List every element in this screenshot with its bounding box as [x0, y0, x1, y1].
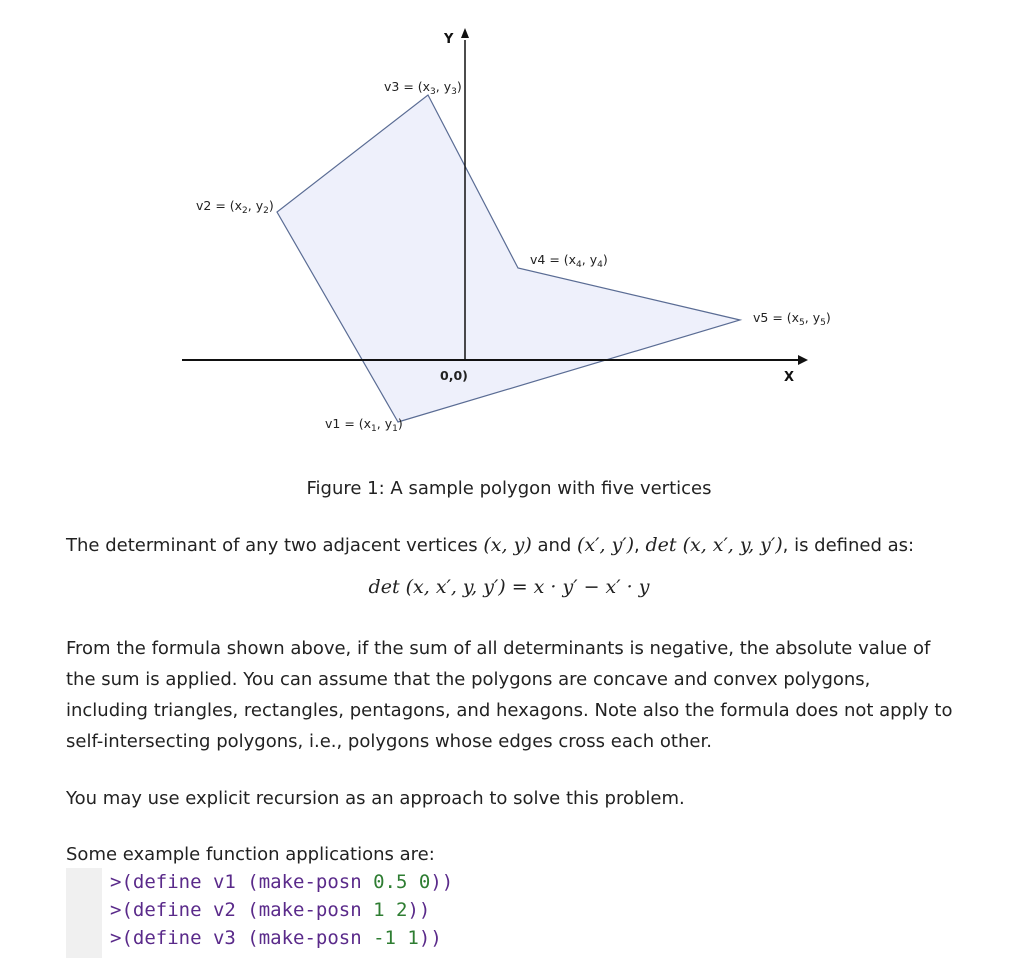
- y-axis-label: Y: [444, 32, 454, 47]
- origin-label: 0,0): [440, 368, 468, 383]
- det-intro-after: , is defined as:: [782, 535, 915, 556]
- code-lines: [110, 868, 453, 952]
- polygon-shape: [277, 95, 740, 422]
- vertex-label-v3: $v3 = (x_3$, $y_3$): [384, 79, 462, 97]
- code-line-1: >(define v1 (make-posn 0.5 0)): [110, 871, 454, 893]
- formula-text: det (x, x′, y, y′) = x · y′ − x′ · y: [368, 576, 650, 598]
- det-intro-comma: ,: [634, 535, 646, 556]
- det-intro-and: and: [531, 535, 578, 556]
- y-axis-arrow-icon: [461, 28, 469, 38]
- code-line-3: >(define v3 (make-posn -1 1)): [110, 927, 442, 949]
- vertex-label-v2: $v2 = (x_2$, $y_2$): [196, 198, 274, 216]
- figure-caption: Figure 1: A sample polygon with five vertices: [306, 478, 712, 499]
- vertex-label-v1: $v1 = (x_1$, $y_1$): [325, 416, 403, 434]
- code-gutter: [66, 868, 102, 958]
- x-axis-label: X: [784, 370, 795, 385]
- det-intro-paragraph: [66, 530, 956, 561]
- x-axis-arrow-icon: [798, 355, 808, 365]
- polygon-figure: [0, 0, 1024, 470]
- determinant-formula: [0, 576, 1018, 598]
- vertex-label-v5: $v5 = (x_5$, $y_5$): [753, 310, 831, 328]
- math-det-expr: det (x, x′, y, y′): [645, 534, 783, 556]
- code-line-2: >(define v2 (make-posn 1 2)): [110, 899, 431, 921]
- math-vertex-1: (x, y): [483, 534, 532, 556]
- code-block: [66, 868, 956, 958]
- recursion-paragraph: You may use explicit recursion as an approach to solve this problem.: [66, 788, 685, 809]
- examples-intro: Some example function applications are:: [66, 844, 435, 865]
- det-intro-text: The determinant of any two adjacent vertices: [66, 535, 484, 556]
- vertex-label-v4: $v4 = (x_4$, $y_4$): [530, 252, 608, 270]
- rules-paragraph: From the formula shown above, if the sum of all determinants is negative, the absolute value of the sum is applied. You can assume that the polygons are concave and convex polygons, including triangles, rectangles, pentagons, and hexagons. Note also the formula does not apply to self-intersecting polygons, i.e., polygons whose edges cross each other.: [66, 638, 953, 752]
- math-vertex-2: (x′, y′): [577, 534, 635, 556]
